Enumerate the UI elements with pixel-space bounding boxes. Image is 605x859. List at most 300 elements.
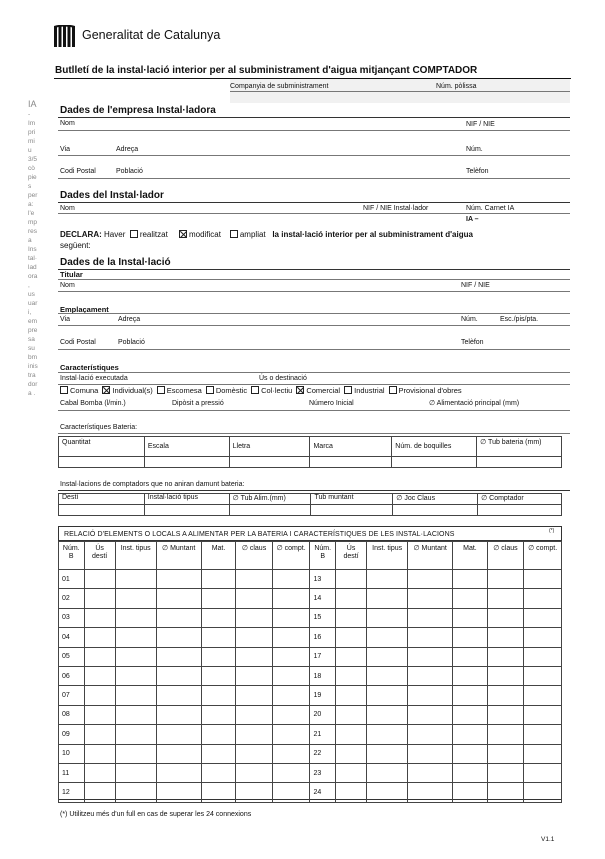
relation-title-mark: (*): [549, 528, 555, 534]
sidebar-text-fragment: lad: [28, 264, 37, 271]
relation-row: [59, 783, 562, 802]
relation-cell[interactable]: [156, 763, 201, 782]
relation-cell[interactable]: [453, 647, 487, 666]
relation-cell[interactable]: [408, 647, 453, 666]
relation-cell[interactable]: [84, 705, 115, 724]
relation-cell[interactable]: [236, 783, 273, 802]
generalitat-logo-icon: [53, 25, 76, 48]
relation-cell[interactable]: [156, 589, 201, 608]
relation-cell[interactable]: [156, 686, 201, 705]
relation-cell[interactable]: [367, 589, 408, 608]
characteristic-option-label: Escomesa: [166, 386, 202, 395]
relation-cell[interactable]: [453, 783, 487, 802]
company-via-label: Via: [60, 146, 70, 153]
relation-cell[interactable]: [487, 666, 524, 685]
relation-cell[interactable]: [236, 705, 273, 724]
relation-cell[interactable]: [487, 763, 524, 782]
relation-header: Núm. B: [310, 542, 336, 570]
relation-cell[interactable]: [84, 628, 115, 647]
relation-cell[interactable]: [408, 705, 453, 724]
relation-cell[interactable]: [453, 666, 487, 685]
relation-title: RELACIÓ D'ELEMENTS O LOCALS A ALIMENTAR PER LA BATERIA I CARACTERÍSTIQUES DE LES INSTAL·LACIONS: [64, 531, 455, 538]
company-address-field[interactable]: [58, 155, 458, 165]
relation-cell[interactable]: [335, 725, 366, 744]
sidebar-text-fragment: a .: [28, 390, 36, 397]
relation-cell[interactable]: [487, 628, 524, 647]
relation-cell[interactable]: [272, 589, 310, 608]
relation-cell[interactable]: [201, 608, 235, 627]
relation-cell[interactable]: [156, 608, 201, 627]
company-town-label: Població: [116, 168, 143, 175]
relation-cell[interactable]: [201, 666, 235, 685]
characteristic-option-label: Comercial: [306, 386, 341, 395]
sidebar-text-fragment: IA: [28, 99, 37, 109]
sidebar-text-fragment: tra: [28, 372, 36, 379]
relation-cell[interactable]: [487, 686, 524, 705]
relation-cell[interactable]: [236, 686, 273, 705]
battery-cell[interactable]: [59, 457, 145, 468]
characteristic-checkbox[interactable]: [206, 386, 214, 394]
relation-cell[interactable]: [84, 686, 115, 705]
relation-cell[interactable]: [335, 628, 366, 647]
relation-cell[interactable]: [453, 589, 487, 608]
relation-cell[interactable]: [272, 763, 310, 782]
relation-cell[interactable]: [487, 608, 524, 627]
sidebar-text-fragment: i,: [28, 309, 32, 316]
relation-cell[interactable]: [156, 647, 201, 666]
relation-cell[interactable]: [408, 666, 453, 685]
relation-cell[interactable]: [335, 589, 366, 608]
characteristics-options: [60, 386, 466, 395]
relation-cell[interactable]: [524, 647, 562, 666]
battery-header: Lletra: [229, 437, 310, 457]
footer-note: (*) Utilitzeu més d'un full en cas de superar les 24 connexions: [60, 811, 252, 818]
relation-cell[interactable]: [236, 763, 273, 782]
characteristic-option-label: Col·lectiu: [261, 386, 293, 395]
relation-cell[interactable]: [115, 686, 156, 705]
declara-realitzat-label: realitzat: [139, 230, 168, 239]
relation-cell[interactable]: [84, 783, 115, 802]
relation-cell[interactable]: [272, 628, 310, 647]
relation-row-number: 11: [59, 763, 85, 782]
installation-section-title: Dades de la Instal·lació: [60, 257, 171, 268]
relation-header: ∅ claus: [487, 542, 524, 570]
relation-cell[interactable]: [453, 608, 487, 627]
characteristic-option-label: Individual(s): [112, 386, 153, 395]
sidebar-text-fragment: pre: [28, 327, 38, 334]
relation-cell[interactable]: [487, 589, 524, 608]
relation-header: ∅ Muntant: [408, 542, 453, 570]
relation-table: [58, 541, 562, 803]
battery-cell[interactable]: [144, 457, 229, 468]
relation-cell[interactable]: [408, 763, 453, 782]
relation-cell[interactable]: [367, 783, 408, 802]
meters-header: ∅ Comptador: [478, 494, 562, 505]
relation-cell[interactable]: [367, 686, 408, 705]
relation-cell[interactable]: [487, 570, 524, 589]
relation-cell[interactable]: [84, 763, 115, 782]
relation-cell[interactable]: [201, 763, 235, 782]
relation-cell[interactable]: [201, 705, 235, 724]
sidebar-text-fragment: res: [28, 228, 38, 235]
relation-cell[interactable]: [201, 686, 235, 705]
relation-cell[interactable]: [335, 647, 366, 666]
sidebar-text-fragment: s: [28, 183, 32, 190]
company-field[interactable]: [230, 92, 430, 102]
relation-cell[interactable]: [335, 608, 366, 627]
relation-cell[interactable]: [84, 666, 115, 685]
relation-cell[interactable]: [453, 705, 487, 724]
battery-table: [58, 436, 562, 468]
characteristic-option: [344, 386, 384, 395]
declara-rest: la instal·lació interior per al subministrament d'aigua: [272, 230, 473, 239]
sidebar-text-fragment: mp: [28, 219, 38, 226]
installation-phone-label: Telèfon: [461, 339, 484, 346]
relation-cell[interactable]: [272, 783, 310, 802]
relation-title-row: [59, 527, 561, 541]
relation-cell[interactable]: [84, 589, 115, 608]
relation-row-number: 03: [59, 608, 85, 627]
relation-cell[interactable]: [272, 686, 310, 705]
sidebar-text-fragment: em: [28, 318, 38, 325]
relation-cell[interactable]: [408, 686, 453, 705]
relation-cell[interactable]: [335, 705, 366, 724]
relation-cell[interactable]: [115, 608, 156, 627]
relation-row-number: 17: [310, 647, 336, 666]
relation-cell[interactable]: [524, 589, 562, 608]
relation-cell[interactable]: [487, 647, 524, 666]
sidebar-text-fragment: a: [28, 237, 32, 244]
relation-cell[interactable]: [115, 628, 156, 647]
declara-line: [60, 230, 473, 239]
relation-cell[interactable]: [524, 666, 562, 685]
relation-cell[interactable]: [156, 725, 201, 744]
relation-cell[interactable]: [367, 628, 408, 647]
relation-cell[interactable]: [487, 725, 524, 744]
relation-cell[interactable]: [408, 783, 453, 802]
installer-card-label: Núm. Carnet IA: [466, 205, 515, 212]
battery-header: Escala: [144, 437, 229, 457]
relation-row-number: 24: [310, 783, 336, 802]
relation-cell[interactable]: [408, 725, 453, 744]
relation-cell[interactable]: [201, 628, 235, 647]
relation-row-number: 04: [59, 628, 85, 647]
sidebar-text-fragment: Ins: [28, 246, 37, 253]
sidebar-text-fragment: cò: [28, 165, 35, 172]
relation-cell[interactable]: [272, 725, 310, 744]
relation-cell[interactable]: [156, 744, 201, 763]
executed-label: Instal·lació executada: [60, 375, 128, 382]
characteristic-checkbox[interactable]: [157, 386, 165, 394]
installation-town-field[interactable]: [58, 349, 458, 359]
company-section-title: Dades de l'empresa Instal·ladora: [60, 105, 216, 116]
relation-row-number: 01: [59, 570, 85, 589]
relation-cell[interactable]: [335, 686, 366, 705]
relation-row-number: 19: [310, 686, 336, 705]
relation-row-number: 07: [59, 686, 85, 705]
meters-cell[interactable]: [59, 505, 145, 516]
relation-cell[interactable]: [115, 725, 156, 744]
sidebar-text-fragment: -: [28, 111, 31, 118]
characteristic-checkbox[interactable]: [296, 386, 304, 394]
sidebar-text-fragment: ,: [28, 282, 30, 289]
relation-cell[interactable]: [115, 570, 156, 589]
meters-cell[interactable]: [311, 505, 393, 516]
relation-cell[interactable]: [84, 744, 115, 763]
relation-cell[interactable]: [156, 666, 201, 685]
relation-cell[interactable]: [524, 608, 562, 627]
relation-cell[interactable]: [524, 744, 562, 763]
characteristic-checkbox[interactable]: [102, 386, 110, 394]
battery-header: Marca: [310, 437, 392, 457]
relation-cell[interactable]: [367, 744, 408, 763]
relation-header: ∅ claus: [236, 542, 273, 570]
company-num-label: Núm.: [466, 146, 483, 153]
relation-cell[interactable]: [524, 628, 562, 647]
sidebar-text-fragment: tal·: [28, 255, 38, 262]
installer-nif-label: NIF / NIE Instal·lador: [363, 205, 429, 212]
sidebar-text-fragment: 3/5: [28, 156, 38, 163]
installation-name-field[interactable]: [58, 291, 458, 301]
meters-header: Tub muntant: [311, 494, 393, 505]
relation-cell[interactable]: [487, 744, 524, 763]
sidebar-text-fragment: l'e: [28, 210, 35, 217]
relation-cell[interactable]: [115, 647, 156, 666]
characteristic-option-label: Provisional d'obres: [398, 386, 462, 395]
relation-cell[interactable]: [335, 666, 366, 685]
meters-cell[interactable]: [393, 505, 478, 516]
company-address-label: Adreça: [116, 146, 139, 153]
installer-name-field[interactable]: [58, 213, 358, 223]
relation-cell[interactable]: [272, 744, 310, 763]
relation-cell[interactable]: [156, 628, 201, 647]
battery-cell[interactable]: [477, 457, 562, 468]
relation-row-number: 15: [310, 608, 336, 627]
relation-cell[interactable]: [272, 570, 310, 589]
characteristic-option-label: Industrial: [354, 386, 385, 395]
relation-cell[interactable]: [236, 589, 273, 608]
relation-cell[interactable]: [524, 783, 562, 802]
relation-cell[interactable]: [236, 608, 273, 627]
characteristic-checkbox[interactable]: [344, 386, 352, 394]
relation-cell[interactable]: [487, 705, 524, 724]
relation-cell[interactable]: [115, 783, 156, 802]
relation-cell[interactable]: [408, 608, 453, 627]
relation-cell[interactable]: [201, 589, 235, 608]
relation-row: [59, 763, 562, 782]
relation-row: [59, 628, 562, 647]
relation-header: Inst. tipus: [367, 542, 408, 570]
relation-cell[interactable]: [236, 666, 273, 685]
relation-cell[interactable]: [453, 725, 487, 744]
relation-cell[interactable]: [272, 608, 310, 627]
meters-header: Destí: [59, 494, 145, 505]
characteristic-option: [102, 386, 152, 395]
battery-cell[interactable]: [392, 457, 477, 468]
meters-header: ∅ Tub Alim.(mm): [229, 494, 311, 505]
relation-cell[interactable]: [115, 744, 156, 763]
characteristic-option: [206, 386, 247, 395]
sidebar-text-fragment: us: [28, 291, 35, 298]
characteristic-checkbox[interactable]: [60, 386, 68, 394]
declara-modificat-checkbox[interactable]: [179, 230, 187, 238]
battery-cell[interactable]: [310, 457, 392, 468]
declara-haver: Haver: [104, 230, 126, 239]
relation-cell[interactable]: [236, 744, 273, 763]
sidebar-text-fragment: a:: [28, 201, 34, 208]
meters-cell[interactable]: [144, 505, 229, 516]
relation-row: [59, 570, 562, 589]
relation-cell[interactable]: [236, 647, 273, 666]
relation-cell[interactable]: [201, 725, 235, 744]
relation-header: ∅ Muntant: [156, 542, 201, 570]
relation-cell[interactable]: [84, 608, 115, 627]
relation-cell[interactable]: [156, 570, 201, 589]
relation-cell[interactable]: [84, 570, 115, 589]
relation-cell[interactable]: [408, 589, 453, 608]
pump-label: Cabal Bomba (l/min.): [60, 400, 126, 407]
relation-cell[interactable]: [201, 647, 235, 666]
characteristic-option-label: Comuna: [70, 386, 99, 395]
installation-postal-label: Codi Postal: [60, 339, 96, 346]
relation-cell[interactable]: [84, 725, 115, 744]
relation-cell[interactable]: [487, 783, 524, 802]
relation-cell[interactable]: [115, 763, 156, 782]
characteristic-checkbox[interactable]: [389, 386, 397, 394]
installation-town-label: Població: [118, 339, 145, 346]
relation-row-number: 13: [310, 570, 336, 589]
sidebar-text-fragment: per: [28, 192, 38, 199]
declara-realitzat-checkbox[interactable]: [130, 230, 138, 238]
relation-row-number: 08: [59, 705, 85, 724]
relation-cell[interactable]: [156, 783, 201, 802]
relation-cell[interactable]: [84, 647, 115, 666]
relation-cell[interactable]: [453, 744, 487, 763]
relation-cell[interactable]: [115, 666, 156, 685]
relation-row: [59, 589, 562, 608]
relation-cell[interactable]: [524, 570, 562, 589]
relation-header: Ús destí: [84, 542, 115, 570]
relation-cell[interactable]: [453, 686, 487, 705]
characteristic-option: [389, 386, 462, 395]
sidebar-text-fragment: inis: [28, 363, 38, 370]
declara-ampliat-label: ampliat: [239, 230, 266, 239]
meters-header: ∅ Joc Claus: [393, 494, 478, 505]
relation-cell[interactable]: [236, 628, 273, 647]
sidebar-text-fragment: uar: [28, 300, 38, 307]
relation-cell[interactable]: [335, 783, 366, 802]
battery-header: ∅ Tub bateria (mm): [477, 437, 562, 457]
company-name-field[interactable]: [58, 130, 458, 142]
company-nif-label: NIF / NIE: [466, 121, 495, 128]
relation-cell[interactable]: [272, 647, 310, 666]
meters-cell[interactable]: [229, 505, 311, 516]
relation-row: [59, 647, 562, 666]
relation-cell[interactable]: [453, 628, 487, 647]
relation-cell[interactable]: [335, 744, 366, 763]
relation-cell[interactable]: [524, 705, 562, 724]
battery-header: Núm. de boquilles: [392, 437, 477, 457]
relation-cell[interactable]: [367, 666, 408, 685]
relation-cell[interactable]: [201, 783, 235, 802]
installation-address-field[interactable]: [58, 325, 458, 335]
relation-cell[interactable]: [453, 763, 487, 782]
company-town-field[interactable]: [58, 178, 458, 188]
feed-label: ∅ Alimentació principal (mm): [429, 400, 520, 407]
relation-cell[interactable]: [453, 570, 487, 589]
meters-table: [58, 493, 562, 516]
characteristic-checkbox[interactable]: [251, 386, 259, 394]
relation-cell[interactable]: [524, 763, 562, 782]
relation-cell[interactable]: [367, 608, 408, 627]
relation-cell[interactable]: [367, 725, 408, 744]
company-label: Companyia de subministrament: [230, 83, 329, 90]
relation-cell[interactable]: [236, 570, 273, 589]
relation-row-number: 02: [59, 589, 85, 608]
sidebar-text-fragment: ora: [28, 273, 38, 280]
meters-header: Instal·lació tipus: [144, 494, 229, 505]
relation-cell[interactable]: [115, 589, 156, 608]
relation-row: [59, 705, 562, 724]
relation-cell[interactable]: [201, 570, 235, 589]
relation-cell[interactable]: [335, 570, 366, 589]
relation-cell[interactable]: [272, 666, 310, 685]
relation-row: [59, 686, 562, 705]
relation-cell[interactable]: [408, 744, 453, 763]
form-title: Butlletí de la instal·lació interior per al subministrament d'aigua mitjançant COMPTADOR: [55, 65, 478, 76]
relation-cell[interactable]: [367, 705, 408, 724]
relation-cell[interactable]: [408, 570, 453, 589]
relation-cell[interactable]: [236, 725, 273, 744]
policy-field[interactable]: [436, 92, 566, 102]
relation-row-number: 14: [310, 589, 336, 608]
installation-address-label: Adreça: [118, 316, 141, 323]
sidebar-text-fragment: bm: [28, 354, 38, 361]
relation-cell[interactable]: [367, 763, 408, 782]
relation-header: Ús destí: [335, 542, 366, 570]
relation-header: Mat.: [453, 542, 487, 570]
sidebar-text-fragment: u: [28, 147, 32, 154]
installation-name-label: Nom: [60, 282, 75, 289]
battery-cell[interactable]: [229, 457, 310, 468]
relation-row-number: 20: [310, 705, 336, 724]
meters-cell[interactable]: [478, 505, 562, 516]
relation-header: Núm. B: [59, 542, 85, 570]
sidebar-text-fragment: mi: [28, 138, 35, 145]
relation-cell[interactable]: [367, 647, 408, 666]
declara-ampliat-checkbox[interactable]: [230, 230, 238, 238]
version-label: V1.1: [541, 836, 555, 843]
battery-header: Quantitat: [59, 437, 145, 457]
relation-cell[interactable]: [115, 705, 156, 724]
relation-row: [59, 744, 562, 763]
company-phone-label: Telèfon: [466, 168, 489, 175]
relation-cell[interactable]: [408, 628, 453, 647]
relation-cell[interactable]: [201, 744, 235, 763]
relation-cell[interactable]: [335, 763, 366, 782]
relation-row-number: 21: [310, 725, 336, 744]
relation-cell[interactable]: [367, 570, 408, 589]
relation-cell[interactable]: [272, 705, 310, 724]
relation-cell[interactable]: [156, 705, 201, 724]
declara-label: DECLARA:: [60, 230, 102, 239]
relation-cell[interactable]: [524, 686, 562, 705]
relation-row-number: 12: [59, 783, 85, 802]
sidebar-text: [28, 98, 44, 398]
relation-cell[interactable]: [524, 725, 562, 744]
emplacament-label: Emplaçament: [60, 305, 109, 314]
characteristic-option: [60, 386, 98, 395]
